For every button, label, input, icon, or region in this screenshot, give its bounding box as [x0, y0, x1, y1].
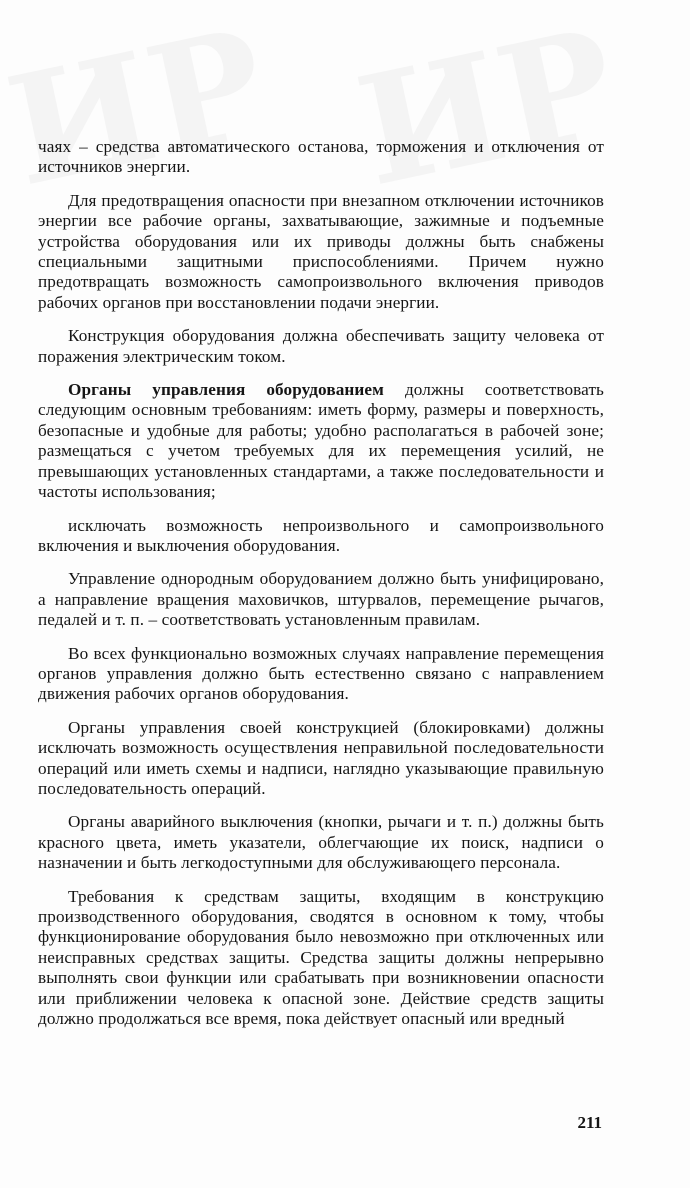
paragraph-controls-rest: должны соответствовать следующим основным требованиям: иметь форму, размеры и поверхность, безопасные и удобные для работы; удобно располагаться в рабочей зоне; размещаться с учетом требуемых для их перемещения усилий, не превышающих установленных стандартами, а также последовательности и частоты использования;	[38, 380, 604, 502]
paragraph-continuation: чаях – средства автоматического останова, торможения и отключения от источников энергии.	[38, 137, 604, 177]
paragraph-protection-means: Требования к средствам защиты, входящим в конструкцию производственного оборудования, сводятся в основном к тому, чтобы функционирование оборудования было невозможно при отключенных или неисправных средствах защиты. Средства защиты должны непрерывно выполнять свои функции или срабатывать при возникновении опасности или приближении человека к опасной зоне. Действие средств защиты должно продолжаться все время, пока действует опасный или вредный	[38, 886, 604, 1029]
paragraph-exclude-accidental: исключать возможность непроизвольного и самопроизвольного включения и выключения оборудования.	[38, 515, 604, 555]
paragraph-energy-disconnect: Для предотвращения опасности при внезапном отключении источников энергии все рабочие органы, захватывающие, зажимные и подъемные устройства оборудования или их приводы должны быть снабжены специальными защитными приспособлениями. Причем нужно предотвращать возможность самопроизвольного включения приводов рабочих органов при восстановлении подачи энергии.	[38, 190, 604, 312]
paragraph-emergency-stop: Органы аварийного выключения (кнопки, рычаги и т. п.) должны быть красного цвета, иметь указатели, облегчающие их поиск, надписи о назначении и быть легкодоступными для обслуживающего персонала.	[38, 812, 604, 873]
page-number: 211	[577, 1113, 602, 1132]
paragraph-natural-direction: Во всех функционально возможных случаях направление перемещения органов управления должно быть естественно связано с направлением движения рабочих органов оборудования.	[38, 643, 604, 704]
paragraph-interlocks: Органы управления своей конструкцией (блокировками) должны исключать возможность осуществления неправильной последовательности операций или иметь схемы и надписи, наглядно указывающие правильную последовательность операций.	[38, 717, 604, 798]
page-text	[38, 137, 604, 1042]
paragraph-unified-control: Управление однородным оборудованием должно быть унифицировано, а направление вращения маховичков, штурвалов, перемещение рычагов, педалей и т. п. – соответствовать установленным правилам.	[38, 569, 604, 630]
paragraph-controls-requirements	[38, 380, 604, 502]
paragraph-electric-shock: Конструкция оборудования должна обеспечивать защиту человека от поражения электрическим током.	[38, 326, 604, 366]
bold-term: Органы управления оборудованием	[68, 380, 384, 400]
